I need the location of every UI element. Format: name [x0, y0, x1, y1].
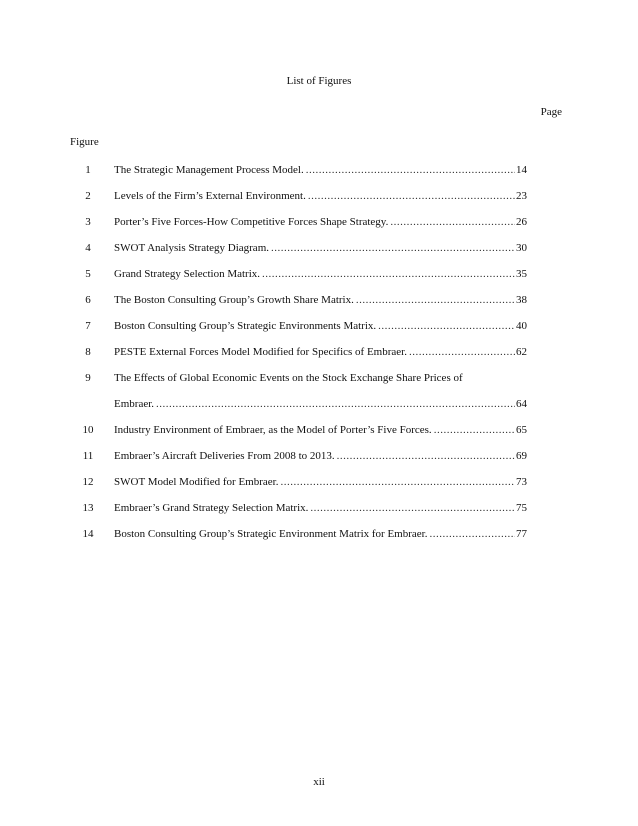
list-item: [0, 422, 638, 448]
list-item: [0, 214, 638, 240]
dot-leader: [310, 500, 515, 516]
figure-page: 38: [516, 294, 527, 306]
figure-number: 5: [85, 268, 91, 280]
list-item: [0, 240, 638, 266]
figure-number: 12: [82, 476, 94, 488]
figure-title: Industry Environment of Embraer, as the Model of Porter’s Five Forces.: [114, 424, 432, 436]
figure-page: 30: [516, 242, 527, 254]
dot-leader: [429, 526, 515, 542]
figure-page: 65: [516, 424, 527, 436]
list-item: [0, 318, 638, 344]
figure-page: 14: [516, 164, 527, 176]
figure-page: 69: [516, 450, 527, 462]
document-title: List of Figures: [286, 75, 352, 87]
figure-page: 62: [516, 346, 527, 358]
list-item: [0, 344, 638, 370]
figure-number: 2: [85, 190, 91, 202]
figure-number: 4: [85, 242, 91, 254]
dot-leader: [390, 214, 515, 230]
figure-title: The Effects of Global Economic Events on the Stock Exchange Share Prices of: [114, 372, 463, 384]
dot-leader: [337, 448, 515, 464]
list-item: [0, 188, 638, 214]
figure-title: Levels of the Firm’s External Environment.: [114, 190, 306, 202]
figure-title: Embraer’s Grand Strategy Selection Matrix.: [114, 502, 309, 514]
figure-page: 77: [516, 528, 527, 540]
dot-leader: [271, 240, 515, 256]
figure-page: 75: [516, 502, 527, 514]
figure-number: 14: [82, 528, 94, 540]
figure-page: 35: [516, 268, 527, 280]
figure-title: SWOT Analysis Strategy Diagram.: [114, 242, 269, 254]
dot-leader: [434, 422, 515, 438]
figure-title-continued: Embraer.: [114, 398, 155, 410]
list-item: [0, 500, 638, 526]
dot-leader: [280, 474, 515, 490]
dot-leader: [308, 188, 515, 204]
figure-number: 11: [82, 450, 94, 462]
figure-page: 73: [516, 476, 527, 488]
page-column-heading: Page: [540, 106, 562, 118]
figure-title: SWOT Model Modified for Embraer.: [114, 476, 279, 488]
page-number: xii: [313, 776, 325, 788]
list-item: [0, 162, 638, 188]
figure-number: 7: [85, 320, 91, 332]
figure-number: 10: [82, 424, 94, 436]
figure-number: 13: [82, 502, 94, 514]
figure-page: 23: [516, 190, 527, 202]
figure-title: Boston Consulting Group’s Strategic Environments Matrix.: [114, 320, 377, 332]
figure-number: 6: [85, 294, 91, 306]
dot-leader: [356, 292, 515, 308]
figure-title: Embraer’s Aircraft Deliveries From 2008 to 2013.: [114, 450, 335, 462]
list-item: [0, 266, 638, 292]
list-item: [0, 474, 638, 500]
dot-leader: [262, 266, 515, 282]
figure-title: Porter’s Five Forces-How Competitive Forces Shape Strategy.: [114, 216, 389, 228]
figure-page: 26: [516, 216, 527, 228]
figure-page: 64: [516, 398, 527, 410]
figure-title: The Boston Consulting Group’s Growth Share Matrix.: [114, 294, 354, 306]
list-item: [0, 526, 638, 552]
dot-leader: [306, 162, 515, 178]
list-item: [0, 370, 638, 422]
figure-list: [0, 162, 638, 552]
figure-title: Grand Strategy Selection Matrix.: [114, 268, 261, 280]
figure-number: 9: [85, 372, 91, 384]
figure-title: The Strategic Management Process Model.: [114, 164, 304, 176]
figure-title: PESTE External Forces Model Modified for Specifics of Embraer.: [114, 346, 407, 358]
figure-number: 1: [85, 164, 91, 176]
dot-leader: [156, 396, 515, 412]
list-item: [0, 292, 638, 318]
figure-number: 8: [85, 346, 91, 358]
list-item: [0, 448, 638, 474]
dot-leader: [409, 344, 515, 360]
figure-number: 3: [85, 216, 91, 228]
dot-leader: [378, 318, 515, 334]
figure-title: Boston Consulting Group’s Strategic Environment Matrix for Embraer.: [114, 528, 428, 540]
figure-column-heading: Figure: [70, 136, 99, 148]
figure-page: 40: [516, 320, 527, 332]
